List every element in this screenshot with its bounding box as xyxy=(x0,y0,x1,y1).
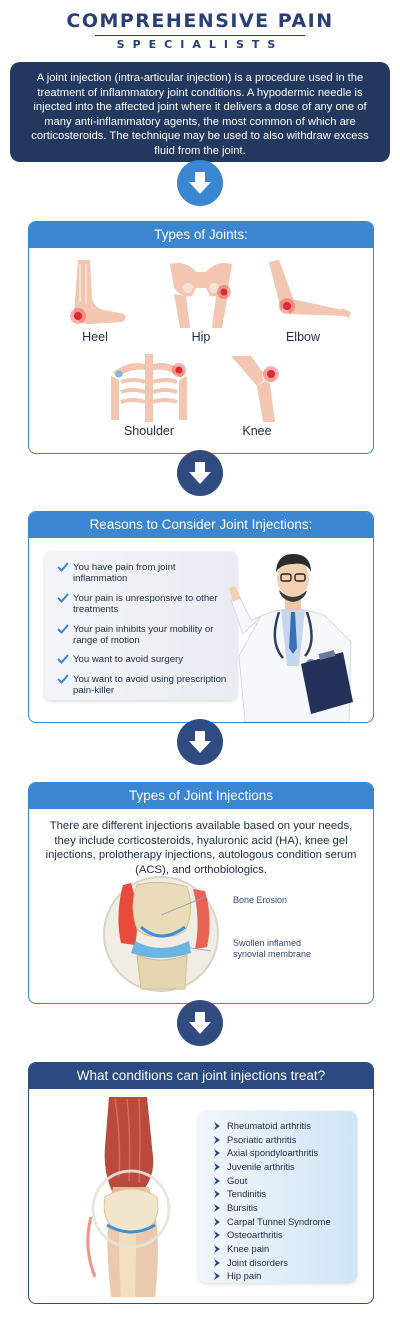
condition-text: Osteoarthritis xyxy=(227,1229,283,1241)
condition-item xyxy=(213,1269,357,1283)
condition-item xyxy=(213,1146,357,1160)
condition-text: Axial spondyloarthritis xyxy=(227,1147,319,1159)
chevron-right-icon xyxy=(213,1245,221,1253)
knee-joint-illustration xyxy=(101,875,221,993)
reason-item xyxy=(57,593,231,616)
brand-title: COMPREHENSIVE PAIN xyxy=(66,10,334,32)
checkmark-icon xyxy=(57,674,69,684)
reason-item xyxy=(57,624,231,647)
reason-text: You want to avoid surgery xyxy=(73,654,184,666)
joint-label: Hip xyxy=(191,330,211,344)
condition-text: Psoriatic arthritis xyxy=(227,1133,297,1145)
condition-text: Juvenile arthritis xyxy=(227,1160,295,1172)
condition-text: Carpal Tunnel Syndrome xyxy=(227,1215,331,1227)
knee-anatomy-illustration xyxy=(69,1097,193,1297)
conditions-card xyxy=(28,1062,374,1304)
condition-item xyxy=(213,1119,357,1133)
hip-icon xyxy=(166,258,236,328)
chevron-right-icon xyxy=(213,1177,221,1185)
chevron-right-icon xyxy=(213,1272,221,1280)
condition-text: Gout xyxy=(227,1174,248,1186)
chevron-right-icon xyxy=(213,1218,221,1226)
joint-heel xyxy=(55,258,135,344)
condition-item xyxy=(213,1228,357,1242)
down-arrow-icon xyxy=(177,1000,223,1046)
condition-item xyxy=(213,1160,357,1174)
brand-header xyxy=(0,0,400,58)
joint-injections-text: There are different injections available based on your needs, they include corticosteroids, hyaluronic acid (HA), knee gel injections, prolotherapy injections, autologous condition serum (ACS), and orthobiologics. xyxy=(45,820,357,876)
reason-item xyxy=(57,674,231,697)
condition-text: Rheumatoid arthritis xyxy=(227,1120,311,1131)
callout-bone-erosion: Bone Erosion xyxy=(233,895,288,905)
down-arrow-icon xyxy=(177,160,223,206)
chevron-right-icon xyxy=(213,1136,221,1144)
reason-item xyxy=(57,654,231,665)
joint-injections-card xyxy=(28,782,374,1004)
joint-label: Shoulder xyxy=(123,424,175,438)
doctor-icon xyxy=(225,546,361,722)
knee-icon xyxy=(217,352,297,422)
brand-subtitle: SPECIALISTS xyxy=(116,38,284,51)
reasons-title: Reasons to Consider Joint Injections: xyxy=(29,512,373,538)
reason-text: You want to avoid using prescription pain-killer xyxy=(73,673,227,697)
checkmark-icon xyxy=(57,654,69,664)
heel-icon xyxy=(60,258,130,328)
chevron-right-icon xyxy=(213,1231,221,1239)
elbow-icon xyxy=(263,258,353,328)
joint-label: Knee xyxy=(242,424,272,438)
reason-text: Your pain inhibits your mobility or range of motion xyxy=(73,623,214,647)
conditions-title: What conditions can joint injections treat? xyxy=(29,1063,373,1089)
joint-label: Elbow xyxy=(285,330,321,344)
joint-knee xyxy=(217,352,297,438)
condition-text: Knee pain xyxy=(227,1242,270,1254)
joint-elbow xyxy=(263,258,343,344)
condition-text: Tendinitis xyxy=(227,1188,267,1200)
reason-text: You have pain from joint inflammation xyxy=(73,562,176,585)
condition-item xyxy=(213,1242,357,1256)
joint-shoulder xyxy=(109,352,189,438)
joint-label: Heel xyxy=(82,330,108,344)
checkmark-icon xyxy=(57,593,69,603)
condition-item xyxy=(213,1187,357,1201)
callout-synovial-membrane: Swollen inflamed synovial membrane xyxy=(233,938,312,959)
condition-text: Joint disorders xyxy=(227,1256,288,1268)
chevron-right-icon xyxy=(213,1149,221,1157)
shoulder-icon xyxy=(109,352,189,422)
condition-item xyxy=(213,1201,357,1215)
chevron-right-icon xyxy=(213,1122,221,1130)
joint-injections-title: Types of Joint Injections xyxy=(29,783,373,809)
chevron-right-icon xyxy=(213,1204,221,1212)
brand-divider xyxy=(95,35,305,36)
condition-item xyxy=(213,1256,357,1270)
chevron-right-icon xyxy=(213,1190,221,1198)
condition-text: Bursitis xyxy=(227,1201,258,1213)
joint-hip xyxy=(161,258,241,344)
checkmark-icon xyxy=(57,562,69,572)
condition-item xyxy=(213,1215,357,1229)
condition-item xyxy=(213,1174,357,1188)
reasons-list xyxy=(45,552,237,700)
conditions-list xyxy=(199,1111,357,1283)
down-arrow-icon xyxy=(177,450,223,496)
intro-panel xyxy=(10,62,390,162)
types-of-joints-card xyxy=(28,221,374,454)
down-arrow-icon xyxy=(177,719,223,765)
condition-item xyxy=(213,1133,357,1147)
reason-item xyxy=(57,562,231,585)
chevron-right-icon xyxy=(213,1163,221,1171)
condition-text: Hip pain xyxy=(227,1270,262,1282)
reasons-card xyxy=(28,511,374,723)
reason-text: Your pain is unresponsive to other treatments xyxy=(73,592,218,616)
intro-text: A joint injection (intra-articular injection) is a procedure used in the treatment of inflammatory joint conditions. A hypodermic needle is injected into the affected joint where it delivers a dose of any one of many anti-inflammatory agents, the most common of which are corticosteroids. The technique may be used to also withdraw excess fluid from the joint. xyxy=(31,72,369,157)
chevron-right-icon xyxy=(213,1259,221,1267)
types-of-joints-title: Types of Joints: xyxy=(29,222,373,248)
checkmark-icon xyxy=(57,624,69,634)
